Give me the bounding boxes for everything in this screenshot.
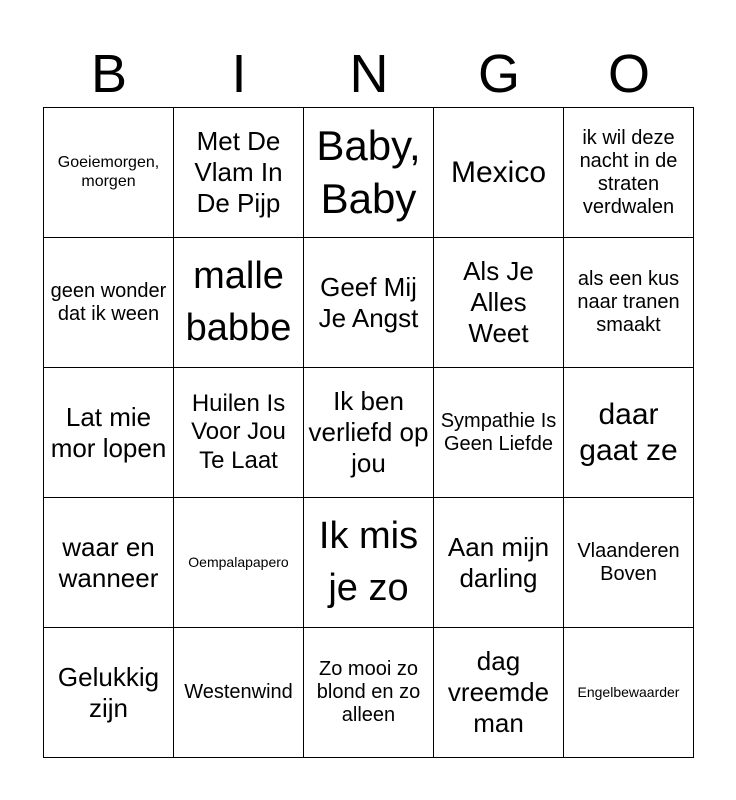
bingo-header [44, 40, 694, 108]
bingo-cell[interactable]: Oempalapapero [174, 498, 304, 628]
bingo-cell[interactable]: malle babbe [174, 238, 304, 368]
bingo-cell[interactable]: Als Je Alles Weet [434, 238, 564, 368]
bingo-cell[interactable]: dag vreemde man [434, 628, 564, 758]
header-letter-g: G [477, 44, 520, 104]
header-letter-i: I [231, 44, 247, 104]
bingo-cell[interactable]: Vlaanderen Boven [564, 498, 694, 628]
bingo-cell[interactable]: Ik mis je zo [304, 498, 434, 628]
bingo-cell[interactable]: Baby, Baby [304, 108, 434, 238]
bingo-cell[interactable]: Mexico [434, 108, 564, 238]
bingo-cell[interactable]: Sympathie Is Geen Liefde [434, 368, 564, 498]
bingo-cell[interactable]: Gelukkig zijn [44, 628, 174, 758]
header-letter-n: N [349, 44, 389, 104]
bingo-cell[interactable]: Met De Vlam In De Pijp [174, 108, 304, 238]
bingo-cell[interactable]: waar en wanneer [44, 498, 174, 628]
bingo-cell[interactable]: Aan mijn darling [434, 498, 564, 628]
bingo-cell[interactable]: daar gaat ze [564, 368, 694, 498]
bingo-cell[interactable]: Geef Mij Je Angst [304, 238, 434, 368]
header-letter-o: O [607, 44, 650, 104]
bingo-cell[interactable]: Engelbewaarder [564, 628, 694, 758]
bingo-cell[interactable]: Goeiemorgen, morgen [44, 108, 174, 238]
bingo-board [43, 107, 694, 758]
bingo-cell[interactable]: Zo mooi zo blond en zo alleen [304, 628, 434, 758]
bingo-cell[interactable]: Lat mie mor lopen [44, 368, 174, 498]
header-letter-b: B [90, 44, 128, 104]
bingo-cell[interactable]: ik wil deze nacht in de straten verdwalen [564, 108, 694, 238]
bingo-cell[interactable]: als een kus naar tranen smaakt [564, 238, 694, 368]
bingo-cell[interactable]: Westenwind [174, 628, 304, 758]
bingo-cell[interactable]: Ik ben verliefd op jou [304, 368, 434, 498]
bingo-cell[interactable]: Huilen Is Voor Jou Te Laat [174, 368, 304, 498]
bingo-cell[interactable]: geen wonder dat ik ween [44, 238, 174, 368]
